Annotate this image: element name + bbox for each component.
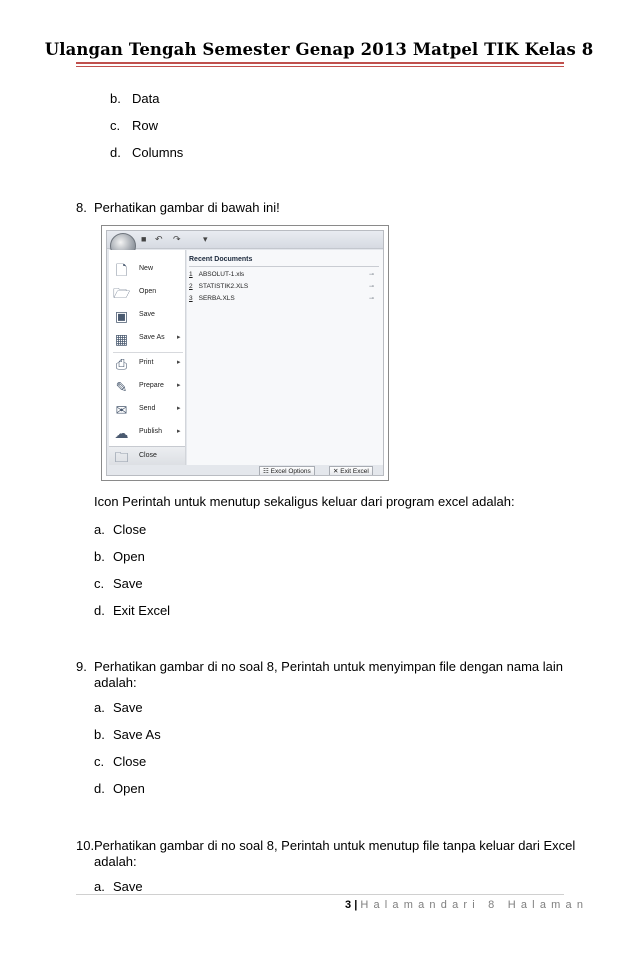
prev-option-d-letter: d. [110,145,121,160]
q9-option-b-text: Save As [113,727,161,742]
q8-option-d-text: Exit Excel [113,603,171,618]
q10-question-line1: Perhatikan gambar di no soal 8, Perintah untuk menutup file tanpa keluar dari Excel [94,838,576,853]
recent-document-1: 1 ABSOLUT-1.xls [189,271,245,278]
q9-option-c-text: Close [113,754,147,769]
quick-access-toolbar [107,231,384,249]
submenu-arrow-icon: ▸ [177,428,181,435]
q10-number: 10. [76,838,95,853]
q8-prompt: Perhatikan gambar di bawah ini! [94,200,280,215]
close-icon: ✕ [333,468,341,475]
q8-option-b-text: Open [113,549,145,564]
excel-window [106,230,384,476]
footer-rule [76,894,564,895]
q9-option-c-letter: c. [94,754,105,769]
q10-option-a-letter: a. [94,879,105,894]
menu-item-print: ⎙ Print ▸ [109,354,185,376]
submenu-arrow-icon: ▸ [177,359,181,366]
excel-office-menu-screenshot [101,225,389,481]
menu-item-save: ▣ Save [114,308,155,324]
excel-options-button: ☷ Excel Options [259,466,315,476]
submenu-arrow-icon: ▸ [177,334,181,341]
submenu-arrow-icon: ▸ [177,405,181,412]
q8-number: 8. [76,200,87,215]
recent-documents-rule [189,266,379,267]
page-header-title: Ulangan Tengah Semester Genap 2013 Matpel TIK Kelas 8 [44,40,594,59]
save-icon: ■ [141,234,147,244]
q8-option-c-letter: c. [94,576,105,591]
q8-option-d-letter: d. [94,603,105,618]
header-rule-thin [76,66,564,67]
q10-question-line2: adalah: [94,854,137,869]
redo-icon: ↷ [173,234,181,244]
exit-excel-button: ✕ Exit Excel [329,466,373,476]
footer-separator: | [354,899,358,911]
close-folder-icon: 🗀 [114,449,129,465]
prev-option-b-letter: b. [110,91,121,106]
page-footer [345,899,589,911]
prev-option-c-letter: c. [110,118,121,133]
menu-item-publish: ☁ Publish ▸ [114,425,181,441]
printer-icon: ⎙ [115,356,128,372]
page-number: 3 [345,899,352,911]
q8-option-a-letter: a. [94,522,105,537]
q8-option-c-text: Save [113,576,143,591]
q9-option-d-text: Open [113,781,145,796]
q9-option-a-text: Save [113,700,143,715]
open-folder-icon: 🗁 [113,285,131,301]
new-document-icon: 🗋 [115,262,128,278]
prepare-icon: ✎ [115,379,128,395]
q9-question-line2: adalah: [94,675,137,690]
prev-option-d-text: Columns [132,145,184,160]
recent-document-3: 3 SERBA.XLS [189,295,235,302]
prev-option-b-text: Data [132,91,160,106]
menu-item-save-as: ▦ Save As ▸ [114,331,181,347]
q9-option-a-letter: a. [94,700,105,715]
menu-separator [113,352,183,353]
floppy-disk-icon: ▣ [114,308,129,324]
pin-icon: ⊸ [369,296,375,302]
q9-question-line1: Perhatikan gambar di no soal 8, Perintah untuk menyimpan file dengan nama lain [94,659,564,674]
pin-icon: ⊸ [369,284,375,290]
office-menu-commands [109,250,186,470]
menu-item-send: ✉ Send ▸ [109,400,185,422]
office-menu-bottom-bar [107,465,384,476]
q8-option-a-text: Close [113,522,147,537]
q8-option-b-letter: b. [94,549,105,564]
q9-option-d-letter: d. [94,781,105,796]
customize-dropdown-icon: ▾ [203,234,208,244]
q9-option-b-letter: b. [94,727,105,742]
menu-item-close: 🗀 Close [109,446,185,469]
footer-text: Halamandari 8 Halaman [360,899,589,911]
submenu-arrow-icon: ▸ [177,382,181,389]
undo-icon: ↶ [155,234,163,244]
q9-number: 9. [76,659,87,674]
menu-item-new: 🗋 New [109,260,185,282]
menu-item-open: 🗁 Open [113,285,157,301]
options-icon: ☷ [263,468,271,475]
prev-option-c-text: Row [132,118,159,133]
q8-question: Icon Perintah untuk menutup sekaligus keluar dari program excel adalah: [94,494,515,509]
recent-documents-title: Recent Documents [189,256,253,263]
publish-icon: ☁ [114,425,129,441]
header-rule [76,62,564,64]
recent-documents-panel [187,250,383,470]
q10-option-a-text: Save [113,879,143,894]
menu-item-prepare: ✎ Prepare ▸ [109,377,185,399]
pin-icon: ⊸ [369,272,375,278]
save-as-icon: ▦ [114,331,129,347]
send-icon: ✉ [115,402,128,418]
recent-document-2: 2 STATISTIK2.XLS [189,283,249,290]
